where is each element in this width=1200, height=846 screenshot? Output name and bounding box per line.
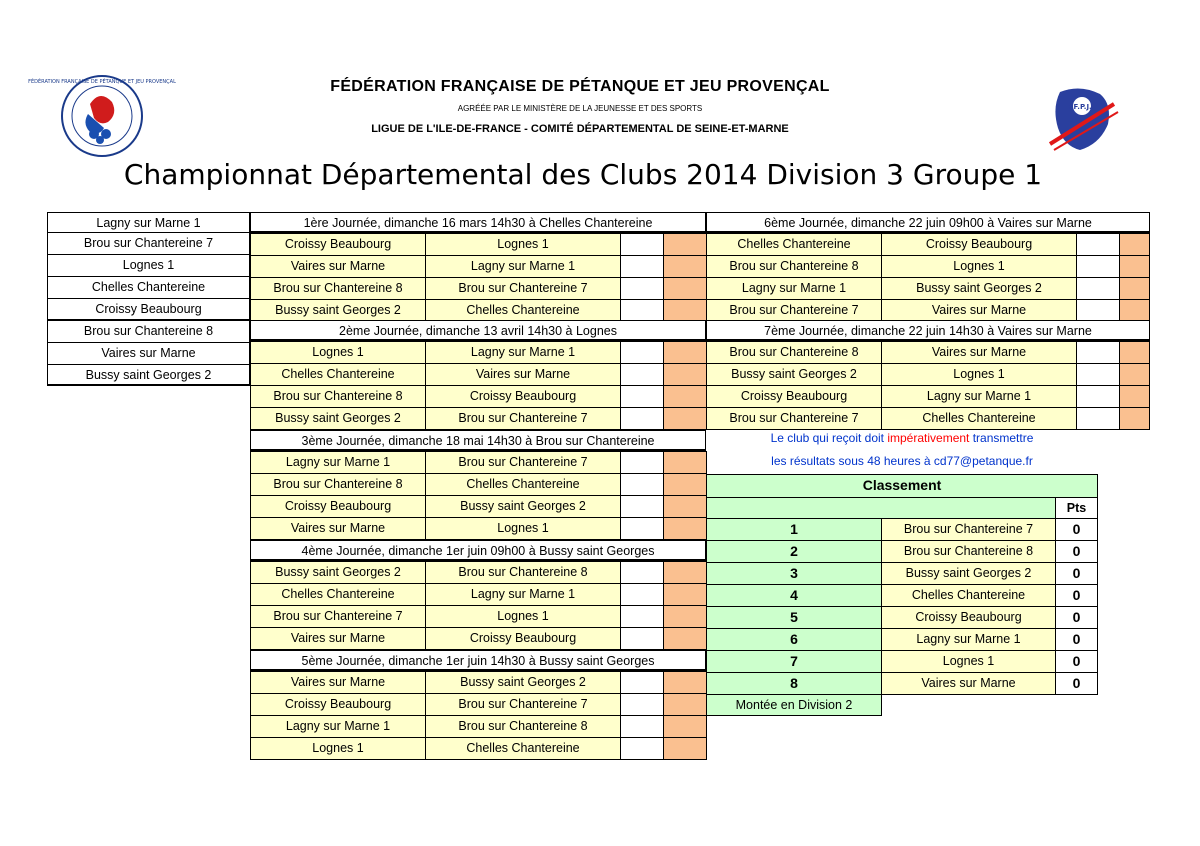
match-home-team: Croissy Beaubourg [706,385,882,408]
score-home-cell [1076,299,1120,322]
club-list-item: Lagny sur Marne 1 [47,212,250,233]
score-away-cell [663,363,707,386]
match-home-team: Vaires sur Marne [250,255,426,278]
match-away-team: Bussy saint Georges 2 [425,671,621,694]
note-line-2: les résultats sous 48 heures à cd77@petanque.fr [771,454,1033,468]
rank-cell: 7 [706,650,882,673]
league-text: LIGUE DE L'ILE-DE-FRANCE - COMITÉ DÉPARTEMENTAL DE SEINE-ET-MARNE [371,123,789,135]
match-away-team: Brou sur Chantereine 7 [425,407,621,430]
score-home-cell [1076,277,1120,300]
score-home-cell [620,277,664,300]
page-title: Championnat Départemental des Clubs 2014 Division 3 Groupe 1 [123,158,1043,191]
rank-cell: 6 [706,628,882,651]
match-away-team: Lognes 1 [425,517,621,540]
score-home-cell [620,517,664,540]
score-away-cell [663,605,707,628]
score-away-cell [663,495,707,518]
score-away-cell [663,583,707,606]
match-home-team: Lagny sur Marne 1 [250,715,426,738]
match-home-team: Lognes 1 [250,737,426,760]
journee-header: 6ème Journée, dimanche 22 juin 09h00 à Vaires sur Marne [706,212,1150,233]
score-away-cell [663,737,707,760]
score-home-cell [1076,255,1120,278]
match-away-team: Lognes 1 [425,605,621,628]
score-away-cell [663,693,707,716]
score-home-cell [620,495,664,518]
match-away-team: Lognes 1 [881,363,1077,386]
match-away-team: Croissy Beaubourg [425,627,621,650]
match-away-team: Vaires sur Marne [425,363,621,386]
score-home-cell [620,605,664,628]
match-home-team: Croissy Beaubourg [250,233,426,256]
match-home-team: Bussy saint Georges 2 [250,561,426,584]
match-away-team: Brou sur Chantereine 7 [425,277,621,300]
match-home-team: Vaires sur Marne [250,627,426,650]
score-home-cell [1076,341,1120,364]
score-home-cell [620,255,664,278]
note-line-1 [706,431,1098,445]
match-away-team: Brou sur Chantereine 8 [425,561,621,584]
match-away-team: Bussy saint Georges 2 [881,277,1077,300]
club-list-item: Lognes 1 [47,254,250,277]
score-away-cell [1119,385,1150,408]
score-away-cell [1119,233,1150,256]
match-away-team: Vaires sur Marne [881,341,1077,364]
rank-cell: 2 [706,540,882,563]
points-cell: 0 [1055,518,1098,541]
ranked-club-cell: Brou sur Chantereine 8 [881,540,1056,563]
match-home-team: Bussy saint Georges 2 [250,407,426,430]
club-list-item: Vaires sur Marne [47,342,250,365]
rank-cell: 3 [706,562,882,585]
score-home-cell [1076,233,1120,256]
journee-header: 7ème Journée, dimanche 22 juin 14h30 à Vaires sur Marne [706,320,1150,341]
ranked-club-cell: Lagny sur Marne 1 [881,628,1056,651]
rank-cell: 4 [706,584,882,607]
match-home-team: Brou sur Chantereine 8 [250,385,426,408]
score-home-cell [620,737,664,760]
score-away-cell [663,627,707,650]
match-away-team: Bussy saint Georges 2 [425,495,621,518]
club-list-item: Chelles Chantereine [47,276,250,299]
match-home-team: Chelles Chantereine [706,233,882,256]
club-list-item: Croissy Beaubourg [47,298,250,321]
journee-header: 5ème Journée, dimanche 1er juin 14h30 à Bussy saint Georges [250,650,706,671]
score-away-cell [663,299,707,322]
score-home-cell [620,473,664,496]
club-list-item: Bussy saint Georges 2 [47,364,250,386]
ranked-club-cell: Brou sur Chantereine 7 [881,518,1056,541]
rank-cell: 5 [706,606,882,629]
score-away-cell [663,407,707,430]
logo-left-text: FÉDÉRATION FRANÇAISE DE PÉTANQUE ET JEU PROVENÇAL [28,79,176,85]
points-cell: 0 [1055,628,1098,651]
score-away-cell [663,473,707,496]
score-home-cell [1076,407,1120,430]
score-home-cell [620,671,664,694]
score-home-cell [1076,363,1120,386]
match-away-team: Lognes 1 [881,255,1077,278]
score-home-cell [620,561,664,584]
score-home-cell [620,341,664,364]
federation-name: FÉDÉRATION FRANÇAISE DE PÉTANQUE ET JEU PROVENÇAL [330,78,830,95]
match-home-team: Chelles Chantereine [250,583,426,606]
match-home-team: Lognes 1 [250,341,426,364]
score-away-cell [1119,407,1150,430]
points-cell: 0 [1055,650,1098,673]
match-home-team: Brou sur Chantereine 8 [706,255,882,278]
match-away-team: Croissy Beaubourg [425,385,621,408]
match-away-team: Chelles Chantereine [425,299,621,322]
logo-right-text: F.F.P.J.P [1067,103,1097,111]
ranked-club-cell: Vaires sur Marne [881,672,1056,695]
match-home-team: Lagny sur Marne 1 [706,277,882,300]
score-away-cell [663,255,707,278]
score-home-cell [620,627,664,650]
match-home-team: Lagny sur Marne 1 [250,451,426,474]
match-home-team: Bussy saint Georges 2 [706,363,882,386]
match-away-team: Lognes 1 [425,233,621,256]
match-away-team: Lagny sur Marne 1 [425,341,621,364]
club-list-item: Brou sur Chantereine 8 [47,320,250,343]
rank-cell: 8 [706,672,882,695]
note-text-a: Le club qui reçoit doit [770,431,888,445]
match-home-team: Brou sur Chantereine 8 [250,277,426,300]
classement-title: Classement [706,474,1098,498]
ranked-club-cell: Bussy saint Georges 2 [881,562,1056,585]
match-away-team: Lagny sur Marne 1 [425,583,621,606]
match-away-team: Lagny sur Marne 1 [881,385,1077,408]
match-away-team: Vaires sur Marne [881,299,1077,322]
score-home-cell [620,299,664,322]
match-away-team: Chelles Chantereine [425,473,621,496]
score-away-cell [663,341,707,364]
match-away-team: Croissy Beaubourg [881,233,1077,256]
score-home-cell [1076,385,1120,408]
journee-header: 3ème Journée, dimanche 18 mai 14h30 à Brou sur Chantereine [250,430,706,451]
match-home-team: Brou sur Chantereine 8 [250,473,426,496]
match-away-team: Brou sur Chantereine 7 [425,451,621,474]
match-home-team: Croissy Beaubourg [250,693,426,716]
ranked-club-cell: Croissy Beaubourg [881,606,1056,629]
match-home-team: Brou sur Chantereine 7 [706,407,882,430]
points-cell: 0 [1055,672,1098,695]
score-away-cell [663,233,707,256]
match-home-team: Bussy saint Georges 2 [250,299,426,322]
score-away-cell [663,277,707,300]
match-away-team: Brou sur Chantereine 8 [425,715,621,738]
match-home-team: Chelles Chantereine [250,363,426,386]
ranked-club-cell: Chelles Chantereine [881,584,1056,607]
agreement-text: AGRÉÉE PAR LE MINISTÈRE DE LA JEUNESSE ET DES SPORTS [457,104,703,113]
match-home-team: Brou sur Chantereine 7 [250,605,426,628]
match-home-team: Brou sur Chantereine 8 [706,341,882,364]
match-home-team: Croissy Beaubourg [250,495,426,518]
journee-header: 1ère Journée, dimanche 16 mars 14h30 à Chelles Chantereine [250,212,706,233]
club-list-item: Brou sur Chantereine 7 [47,232,250,255]
points-cell: 0 [1055,606,1098,629]
match-away-team: Brou sur Chantereine 7 [425,693,621,716]
points-cell: 0 [1055,562,1098,585]
journee-header: 4ème Journée, dimanche 1er juin 09h00 à Bussy saint Georges [250,540,706,561]
score-home-cell [620,715,664,738]
ranked-club-cell: Lognes 1 [881,650,1056,673]
classement-blank-header [706,497,1056,519]
score-home-cell [620,385,664,408]
points-cell: 0 [1055,584,1098,607]
score-away-cell [663,517,707,540]
journee-header: 2ème Journée, dimanche 13 avril 14h30 à Lognes [250,320,706,341]
score-home-cell [620,583,664,606]
score-away-cell [663,451,707,474]
note-text-c: transmettre [969,431,1034,445]
note-text-emphasis: impérativement [887,431,970,445]
match-away-team: Chelles Chantereine [425,737,621,760]
match-away-team: Chelles Chantereine [881,407,1077,430]
score-home-cell [620,451,664,474]
score-away-cell [663,385,707,408]
match-home-team: Vaires sur Marne [250,671,426,694]
rank-cell: 1 [706,518,882,541]
match-home-team: Vaires sur Marne [250,517,426,540]
score-away-cell [1119,277,1150,300]
match-away-team: Lagny sur Marne 1 [425,255,621,278]
score-away-cell [663,561,707,584]
points-cell: 0 [1055,540,1098,563]
score-home-cell [620,693,664,716]
match-home-team: Brou sur Chantereine 7 [706,299,882,322]
score-away-cell [1119,255,1150,278]
score-away-cell [663,671,707,694]
score-away-cell [663,715,707,738]
score-home-cell [620,363,664,386]
score-away-cell [1119,363,1150,386]
score-away-cell [1119,341,1150,364]
promotion-label: Montée en Division 2 [706,694,882,716]
score-home-cell [620,233,664,256]
pts-header: Pts [1055,497,1098,519]
score-home-cell [620,407,664,430]
score-away-cell [1119,299,1150,322]
